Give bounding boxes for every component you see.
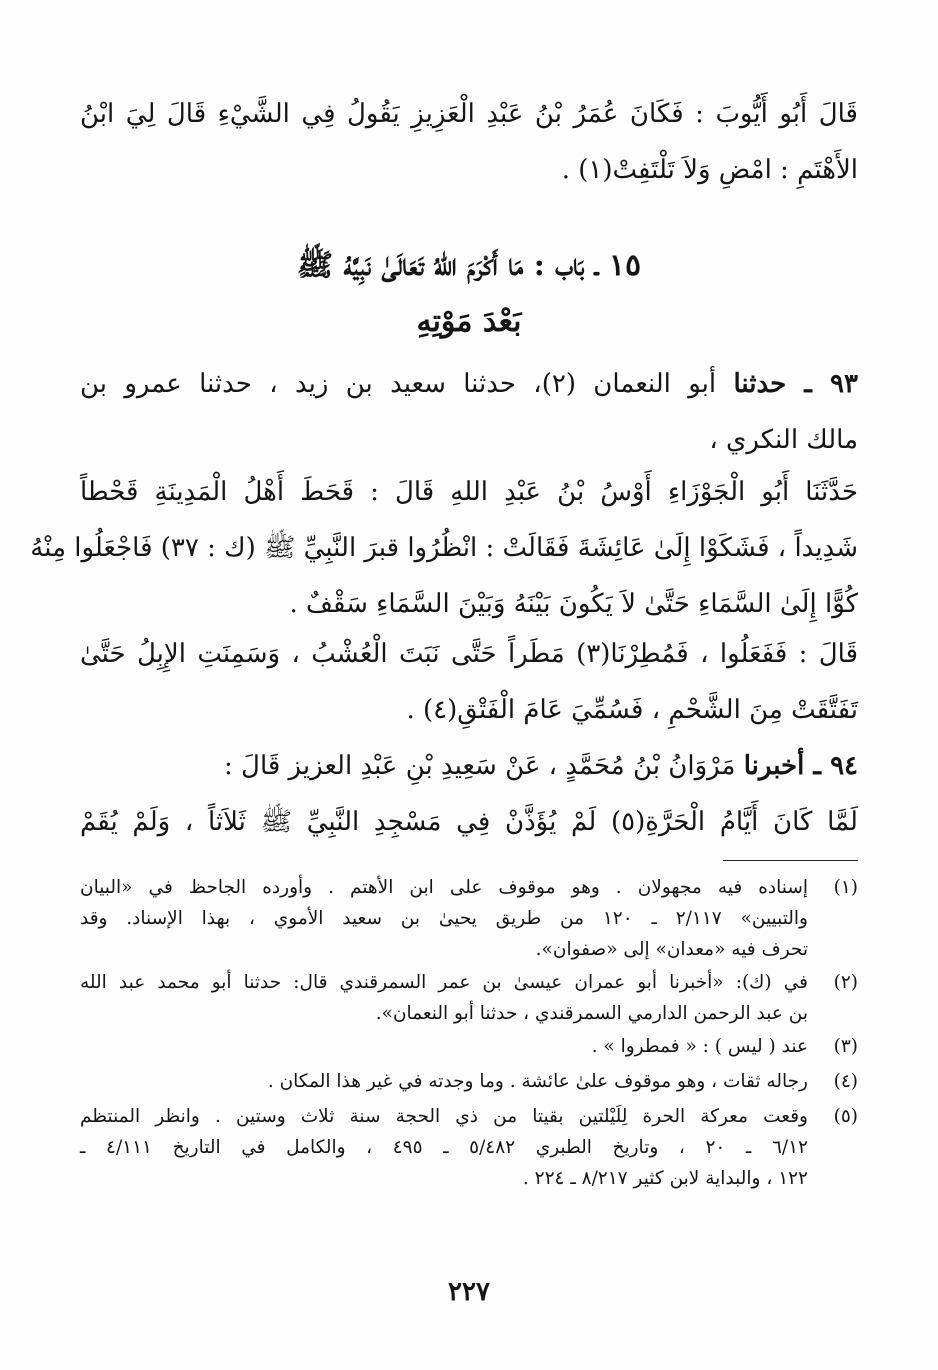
hadith-93-chain-text: أبو النعمان (٢)، حدثنا سعيد بن زيد ، حدثنا عمرو بن: [80, 369, 717, 399]
hadith-94-line-1: [80, 738, 858, 794]
footnotes: [80, 872, 858, 1194]
footnote-number: (٢): [833, 972, 858, 993]
footnote-line: إسناده فيه مجهولان . وهو موقوف على ابن الأهتم . وأورده الجاحظ في «البيان: [80, 877, 808, 898]
hadith-93-chain: [80, 356, 858, 468]
hadith-93-line-1: [80, 356, 858, 412]
footnote-3: [80, 1031, 858, 1062]
footnote-number: (٣): [833, 1036, 858, 1057]
intro-paragraph: [80, 86, 858, 198]
hadith-93-line-2: مالك النكري ،: [709, 425, 858, 455]
chapter-title-line-2: بَعْدَ مَوْتِهِ: [416, 304, 522, 339]
footnote-line: وقعت معركة الحرة لِلَيْلتين بقيتا من ذي الحجة سنة ثلاث وستين . وانظر المنتظم: [80, 1106, 808, 1127]
footnote-number: (٤): [833, 1071, 858, 1092]
continuation-line-1: قَالَ : فَفَعَلُوا ، فَمُطِرْنَا(٣) مَطَراً حَتَّى نَبَتَ الْعُشْبُ ، وَسَمِنَتِ الإِبِلُ حَتَّىٰ: [80, 639, 859, 669]
hadith-94-line-2: لَمَّا كَانَ أَيَّامُ الْحَرَّةِ(٥) لَمْ يُؤَذَّنْ فِي مَسْجِدِ النَّبِيِّ ﷺ ثَلاَثاً ، وَلَمْ يُقَمْ: [80, 807, 858, 837]
footnote-5: [80, 1101, 858, 1194]
footnote-line: والتبيين» ٢/١١٧ ـ ١٢٠ من طريق يحيىٰ بن سعيد الأموي ، بهذا الإسناد. وقد: [80, 908, 808, 929]
footnote-line: تحرف فيه «معدان» إلى «صفوان».: [535, 939, 808, 960]
footnote-line: ١٢٢ ، والبداية لابن كثير ٨/٢١٧ ـ ٢٢٤ .: [522, 1168, 808, 1189]
footnote-line: بن عبد الرحمن الدارمي السمرقندي ، حدثنا أبو النعمان».: [375, 1003, 808, 1024]
hadith-94-chain-text: مَرْوَانُ بْنُ مُحَمَّدٍ ، عَنْ سَعِيدِ بْنِ عَبْدِ العزيز قَالَ :: [224, 751, 736, 781]
footnote-line: رجاله ثقات ، وهو موقوف علىٰ عائشة . وما وجدته في غير هذا المكان .: [267, 1071, 808, 1092]
footnote-separator: [723, 860, 858, 861]
intro-line-1: قَالَ أَبُو أَيُّوبَ : فَكَانَ عُمَرُ بْنُ عَبْدِ الْعَزِيزِ يَقُولُ فِي الشَّيْءِ قَالَ لِيَ ابْنُ: [80, 99, 858, 129]
page-number: ٢٢٧: [448, 1277, 490, 1307]
hadith-93-text-line-1: حَدَّثَنَا أَبُو الْجَوْزَاءِ أَوْسُ بْنُ عَبْدِ اللهِ قَالَ : قَحَطَ أَهْلُ الْمَدِينَةِ قَحْطاً: [80, 477, 858, 507]
hadith-93-text-line-2: شَدِيداً ، فَشَكَوْا إِلَىٰ عَائِشَةَ فَقَالَتْ : انْظُرُوا قبرَ النَّبِيِّ ﷺ (ك : ٣٧) فَاجْعَلُوا مِنْهُ: [30, 533, 858, 563]
footnote-line: عند ( ليس ) : « فمطروا » .: [591, 1036, 808, 1057]
continuation-line-2: تَفَتَّقَتْ مِنَ الشَّحْمِ ، فَسُمِّيَ عَامَ الْفَتْقِ(٤) .: [406, 695, 858, 725]
footnote-2: [80, 967, 858, 1029]
hadith-93-text-line-3: كُوًّا إِلَىٰ السَّمَاءِ حَتَّىٰ لاَ يَكُونَ بَيْنَهُ وَبَيْنَ السَّمَاءِ سَقْفٌ .: [289, 589, 858, 619]
hadith-93-text: [30, 464, 858, 632]
chapter-title: ١٥ ـ بَاب : مَا أَكْرَمَ اللهُ تَعَالَىٰ نَبِيَّهُ ﷺ: [296, 248, 642, 283]
footnote-number: (٥): [833, 1106, 858, 1127]
footnote-4: [80, 1066, 858, 1097]
footnote-line: ٦/١٢ ـ ٢٠ ، وتاريخ الطبري ٥/٤٨٢ ـ ٤٩٥ ، والكامل في التاريخ ٤/١١١ ـ: [80, 1137, 808, 1158]
hadith-93-number: ٩٣ ـ حدثنا: [733, 369, 858, 399]
footnote-1: [80, 872, 858, 965]
hadith-94: [80, 738, 858, 850]
hadith-93-continuation: [80, 626, 858, 738]
footnote-line: في (ك): «أخبرنا أبو عمران عيسىٰ بن عمر السمرقندي قال: حدثنا أبو محمد عبد الله: [80, 972, 808, 993]
chapter-heading: [80, 238, 858, 350]
hadith-94-number: ٩٤ ـ أخبرنا: [743, 751, 858, 781]
footnote-number: (١): [833, 877, 858, 898]
intro-line-2: الأَهْتَمِ : امْضِ وَلاَ تَلْتَفِتْ(١) .: [561, 155, 858, 185]
